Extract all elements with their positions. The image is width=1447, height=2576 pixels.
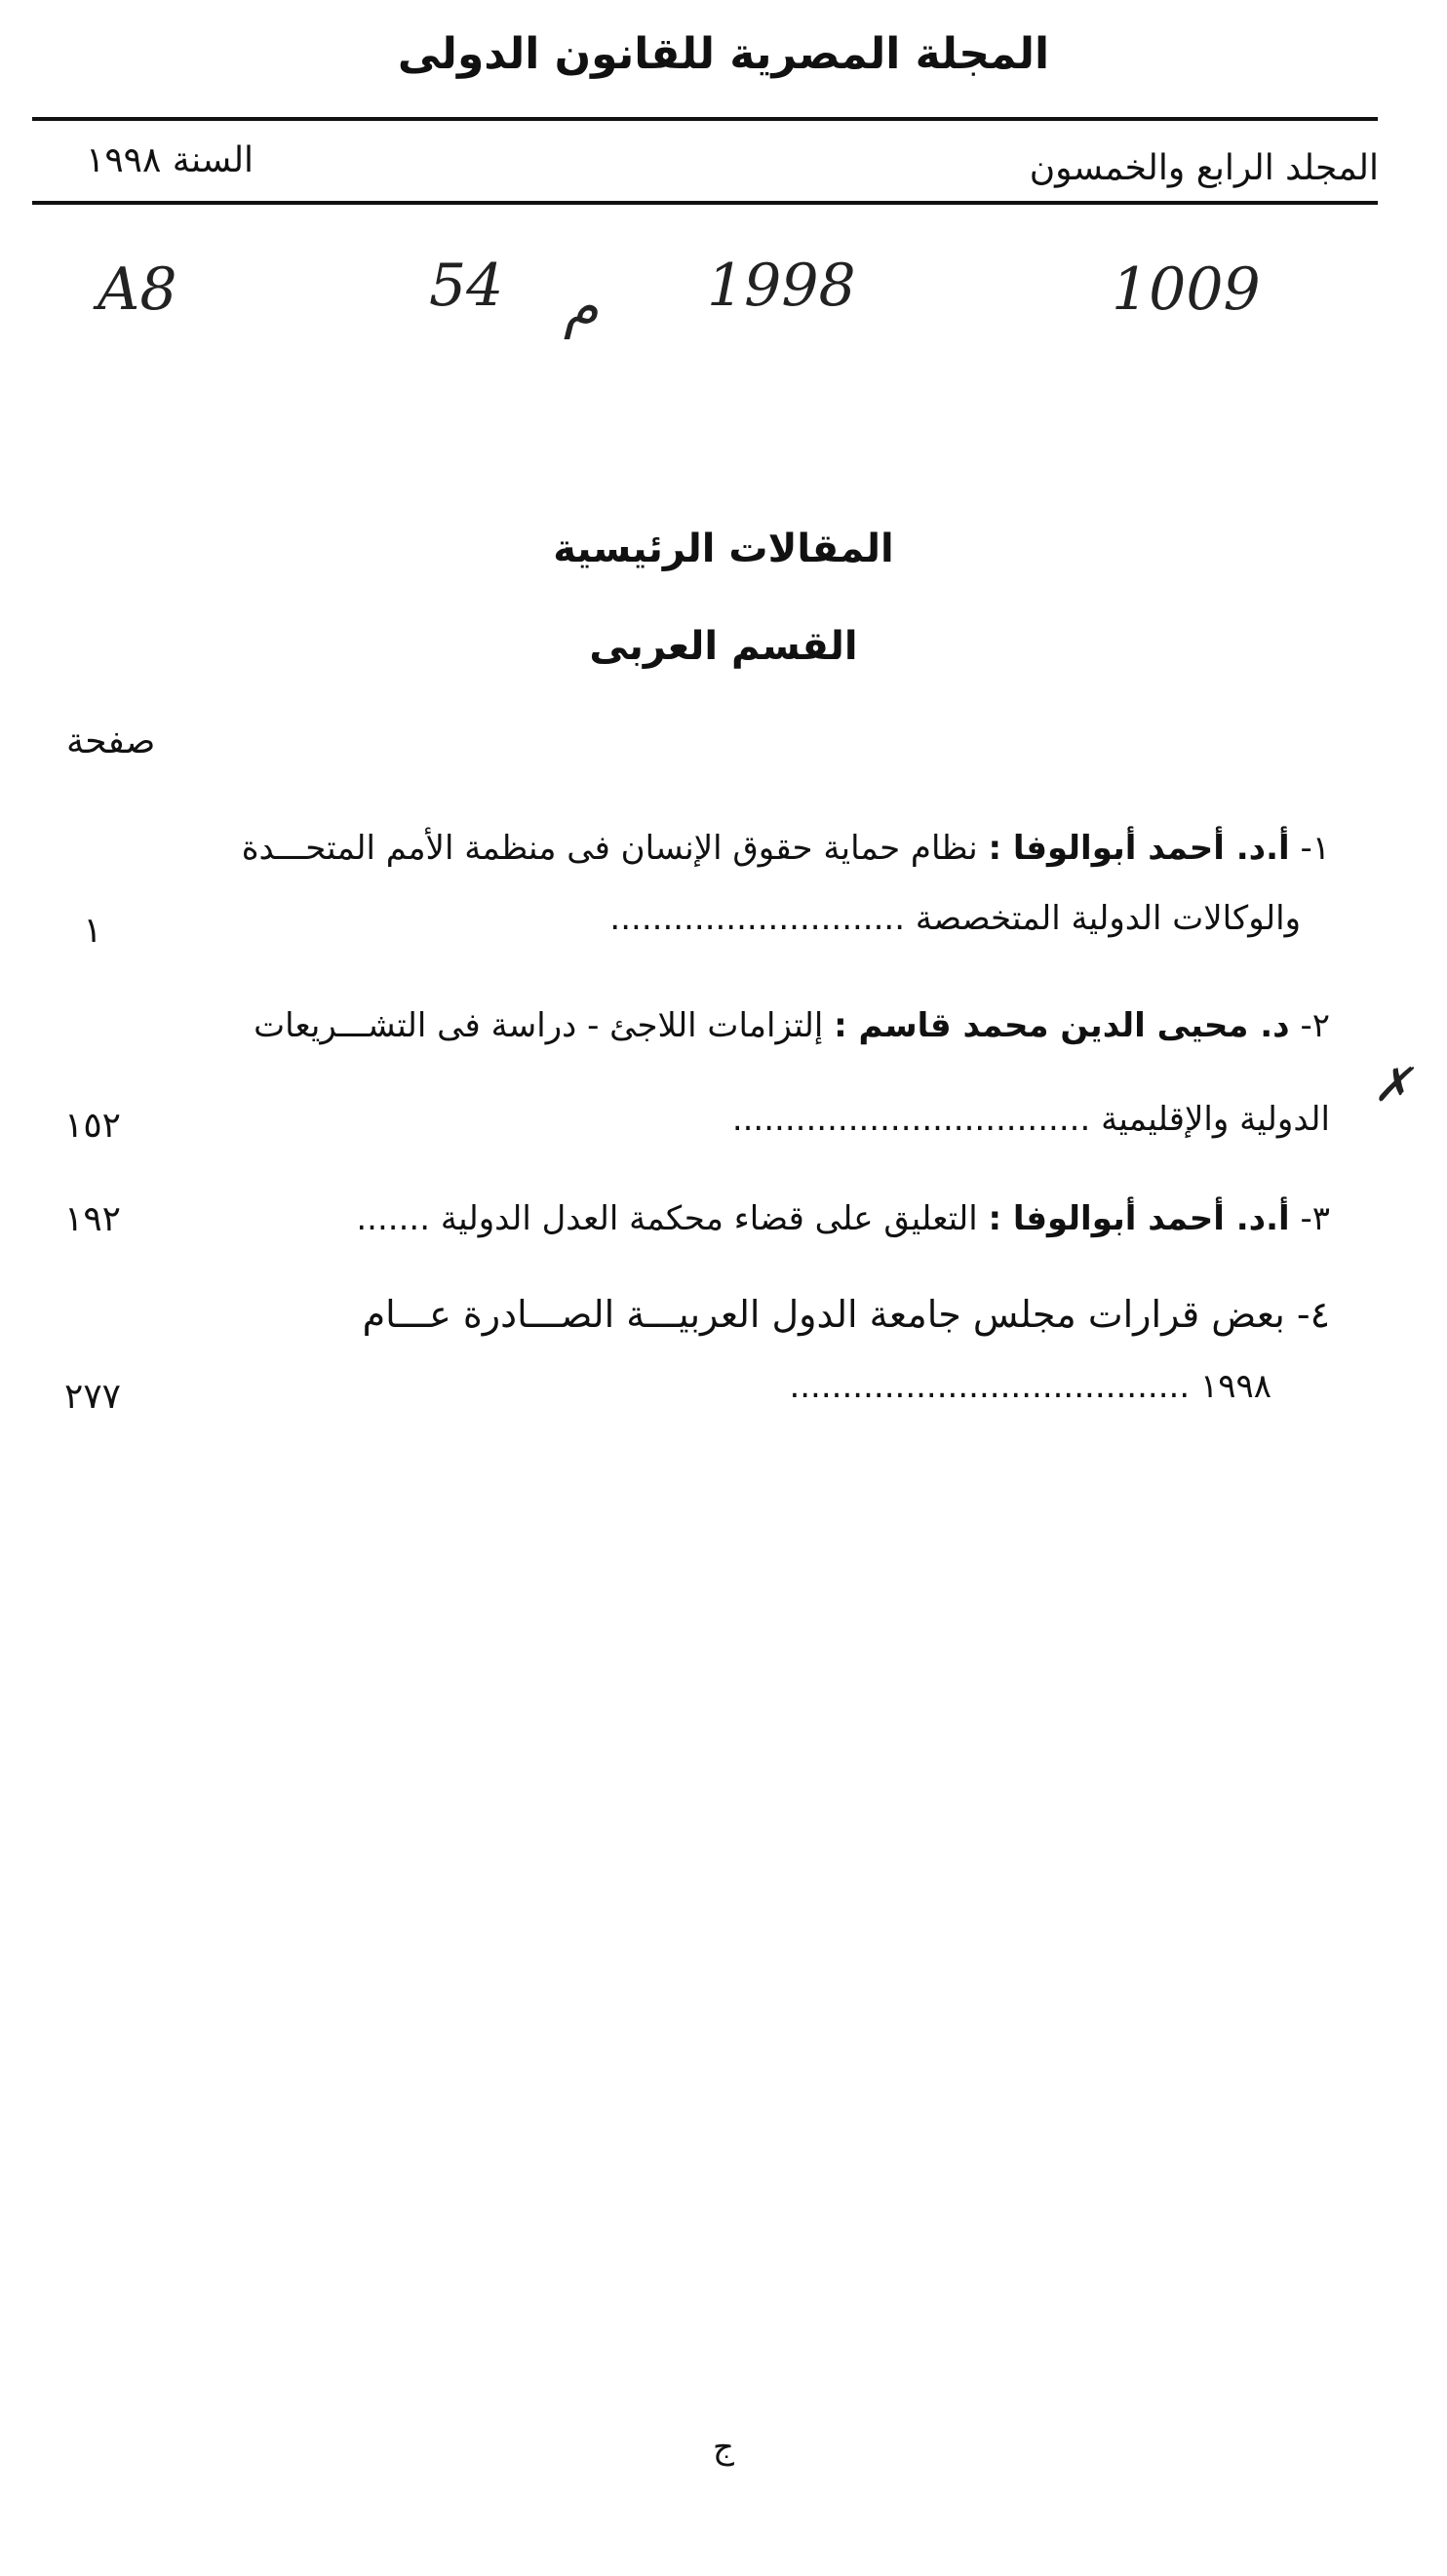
toc-leader-dots: ...................................... <box>789 1367 1191 1406</box>
toc-leader-dots: ....... <box>356 1199 431 1238</box>
header-top-rule <box>32 117 1378 121</box>
journal-title: المجلة المصرية للقانون الدولى <box>397 29 1050 79</box>
toc-leader-dots: ............................ <box>609 899 906 938</box>
toc-entry-number: ٤- <box>1296 1293 1330 1336</box>
toc-entry-title: إلتزامات اللاجئ - دراسة فى التشـــريعات <box>254 1006 824 1045</box>
toc-entry-title: التعليق على قضاء محكمة العدل الدولية <box>440 1199 978 1238</box>
toc-entry-title-cont: الدولية والإقليمية <box>1101 1100 1330 1139</box>
toc-entry-number: ٣- <box>1300 1199 1330 1238</box>
toc-entry-title-cont: ١٩٩٨ <box>1199 1367 1271 1406</box>
footer-page-letter: ج <box>713 2428 734 2467</box>
toc-entry-1-line2 <box>609 899 1301 938</box>
handwritten-volume: 54 <box>429 252 504 320</box>
toc-entry-1-line1 <box>242 829 1330 868</box>
toc-entry-2-page: ١٥٢ <box>63 1106 121 1146</box>
toc-entry-author: د. محيى الدين محمد قاسم : <box>834 1006 1290 1045</box>
toc-entry-number: ١- <box>1300 829 1330 868</box>
handwritten-code: A8 <box>98 255 177 324</box>
page-column-label: صفحة <box>66 722 156 761</box>
toc-entry-1-page: ١ <box>83 911 102 951</box>
toc-entry-4-line1 <box>363 1293 1330 1336</box>
toc-entry-3-page: ١٩٢ <box>63 1199 121 1239</box>
toc-entry-title: بعض قرارات مجلس جامعة الدول العربيـــة الصـــادرة عـــام <box>362 1293 1285 1336</box>
toc-entry-4-line2 <box>789 1367 1271 1406</box>
section-title: المقالات الرئيسية <box>553 527 894 571</box>
handwritten-letter: م <box>564 273 599 339</box>
header-bottom-rule <box>32 201 1378 205</box>
toc-entry-author: أ.د. أحمد أبوالوفا : <box>988 829 1290 868</box>
section-subtitle: القسم العربى <box>589 624 858 669</box>
handwritten-margin-mark: ✗ <box>1373 1058 1413 1112</box>
toc-entry-title-cont: والوكالات الدولية المتخصصة <box>915 899 1301 938</box>
toc-entry-2-line1 <box>254 1006 1330 1045</box>
year-label: السنة ١٩٩٨ <box>86 140 254 180</box>
toc-entry-author: أ.د. أحمد أبوالوفا : <box>988 1199 1290 1238</box>
handwritten-year: 1998 <box>707 252 856 320</box>
toc-entry-title: نظام حماية حقوق الإنسان فى منظمة الأمم المتحـــدة <box>241 829 978 868</box>
volume-label: المجلد الرابع والخمسون <box>1029 148 1379 188</box>
toc-entry-2-line2 <box>732 1100 1330 1139</box>
toc-leader-dots: .................................. <box>731 1100 1091 1139</box>
handwritten-catalog-number: 1009 <box>1112 255 1261 324</box>
toc-entry-3-line1 <box>356 1199 1330 1238</box>
toc-entry-number: ٢- <box>1300 1006 1330 1045</box>
toc-entry-4-page: ٢٧٧ <box>63 1377 121 1417</box>
